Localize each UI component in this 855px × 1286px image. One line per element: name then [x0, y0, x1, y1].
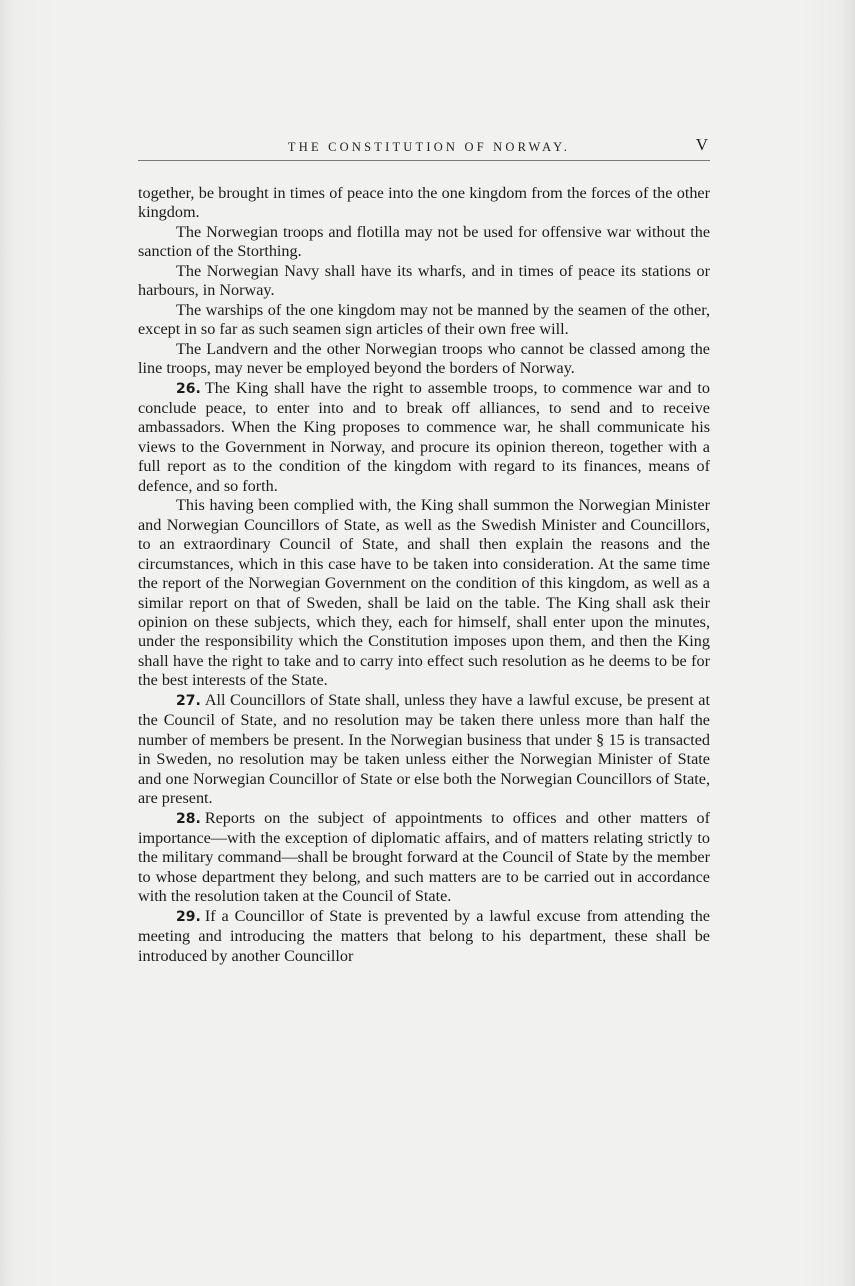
paragraph-text: The King shall have the right to assemble troops, to commence war and to conclude peace, to enter into and to break off alliances, to send and to receive ambassadors. When the King proposes to commence war, he shall communicate his views to the Government in Norway, and procure its opinion thereon, together with a full report as to the condition of the kingdom with regard to its finances, means of defence, and so forth.	[138, 378, 710, 495]
page-number: V	[695, 135, 708, 154]
paragraph-text: The warships of the one kingdom may not be manned by the seamen of the other, except in so far as such seamen sign articles of their own free will.	[138, 300, 710, 339]
paragraph	[138, 223, 710, 262]
paragraph-text: The Norwegian Navy shall have its wharfs, and in times of peace its stations or harbours, in Norway.	[138, 261, 710, 300]
article-number: 27.	[176, 692, 201, 709]
paragraph-text: Reports on the subject of appointments to offices and other matters of importance—with the exception of diplomatic affairs, and of matters relating strictly to the military command—shall be brought forward at the Council of State by the member to whose department they belong, and such matters are to be carried out in accordance with the resolution taken at the Council of State.	[138, 808, 710, 906]
paragraph-text: The Landvern and the other Norwegian troops who cannot be classed among the line troops, may never be employed beyond the borders of Norway.	[138, 339, 710, 378]
paragraph-text: This having been complied with, the King shall summon the Norwegian Minister and Norwegian Councillors of State, as well as the Swedish Minister and Councillors, to an extraordinary Council of State, and shall then explain the reasons and the circumstances, which in this case have to be taken into consideration. At the same time the report of the Norwegian Government on the condition of this kingdom, as well as a similar report on that of Sweden, shall be laid on the table. The King shall ask their opinion on these subjects, which they, each for himself, shall enter upon the minutes, under the responsibility which the Constitution imposes upon them, and then the King shall have the right to take and to carry into effect such resolution as he deems to be for the best interests of the State.	[138, 496, 710, 690]
paragraph	[138, 340, 710, 379]
page-header	[138, 134, 710, 161]
article-27	[138, 691, 710, 809]
paragraph	[138, 262, 710, 301]
paragraph-text: together, be brought in times of peace into the one kingdom from the forces of the other kingdom.	[138, 184, 710, 222]
paragraph-text: All Councillors of State shall, unless they have a lawful excuse, be present at the Council of State, and no resolution may be taken there unless more than half the number of members be present. In the Norwegian business that under § 15 is transacted in Sweden, no resolution may be taken unless either the Norwegian Minister of State and one Norwegian Councillor of State or else both the Norwegian Councillors of State, are present.	[138, 690, 710, 808]
paragraph	[138, 301, 710, 340]
article-28	[138, 809, 710, 907]
paragraph-text: If a Councillor of State is prevented by a lawful excuse from attending the meeting and introducing the matters that belong to his department, these shall be introduced by another Councillor	[138, 906, 710, 965]
body-text	[138, 184, 710, 966]
article-number: 28.	[176, 810, 201, 827]
running-title: THE CONSTITUTION OF NORWAY.	[287, 140, 571, 154]
article-number: 29.	[176, 908, 201, 925]
article-29	[138, 907, 710, 966]
paragraph-text: The Norwegian troops and flotilla may not be used for offensive war without the sanction of the Storthing.	[138, 222, 710, 261]
paragraph	[138, 184, 710, 223]
article-number: 26.	[176, 380, 201, 397]
article-26	[138, 379, 710, 497]
paragraph	[138, 496, 710, 691]
